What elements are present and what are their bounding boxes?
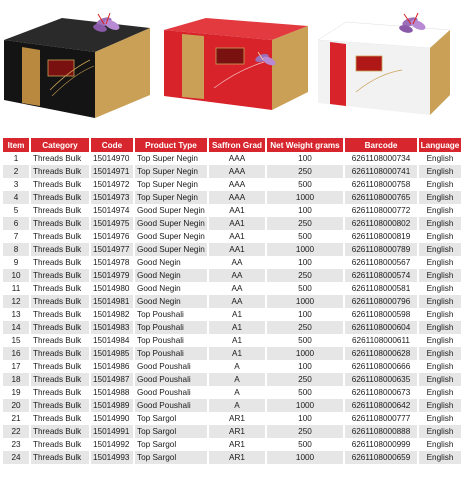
cell-saffron-grade: A — [207, 386, 265, 399]
table-row — [3, 308, 461, 321]
cell-language: English — [417, 230, 461, 243]
cell-saffron-grade: A1 — [207, 347, 265, 360]
cell-product-type: Good Poushali — [133, 386, 207, 399]
cell-code: 15014985 — [89, 347, 133, 360]
cell-item: 14 — [3, 321, 29, 334]
cell-code: 15014978 — [89, 256, 133, 269]
cell-code: 15014981 — [89, 295, 133, 308]
cell-category: Threads Bulk — [29, 282, 89, 295]
cell-item: 6 — [3, 217, 29, 230]
cell-net-weight: 100 — [265, 308, 343, 321]
cell-category: Threads Bulk — [29, 321, 89, 334]
cell-code: 15014976 — [89, 230, 133, 243]
column-header-net-weight: Net Weight grams — [265, 138, 343, 152]
cell-category: Threads Bulk — [29, 243, 89, 256]
cell-product-type: Good Super Negin — [133, 243, 207, 256]
table-row — [3, 438, 461, 451]
cell-net-weight: 500 — [265, 386, 343, 399]
cell-item: 12 — [3, 295, 29, 308]
table-row — [3, 334, 461, 347]
cell-category: Threads Bulk — [29, 334, 89, 347]
column-header-category: Category — [29, 138, 89, 152]
column-header-code: Code — [89, 138, 133, 152]
cell-saffron-grade: A — [207, 360, 265, 373]
cell-product-type: Top Poushali — [133, 334, 207, 347]
cell-product-type: Good Poushali — [133, 373, 207, 386]
column-header-language: Language — [417, 138, 461, 152]
cell-item: 9 — [3, 256, 29, 269]
cell-item: 22 — [3, 425, 29, 438]
table-header-row — [3, 138, 461, 152]
cell-saffron-grade: A1 — [207, 334, 265, 347]
cell-language: English — [417, 204, 461, 217]
table-row — [3, 399, 461, 412]
cell-item: 5 — [3, 204, 29, 217]
table-row — [3, 269, 461, 282]
cell-code: 15014991 — [89, 425, 133, 438]
cell-net-weight: 100 — [265, 360, 343, 373]
cell-code: 15014979 — [89, 269, 133, 282]
cell-net-weight: 100 — [265, 256, 343, 269]
cell-barcode: 6261108000567 — [343, 256, 417, 269]
cell-saffron-grade: A1 — [207, 321, 265, 334]
cell-saffron-grade: A — [207, 373, 265, 386]
column-header-item: Item — [3, 138, 29, 152]
cell-category: Threads Bulk — [29, 204, 89, 217]
cell-item: 1 — [3, 152, 29, 165]
cell-barcode: 6261108000888 — [343, 425, 417, 438]
cell-net-weight: 250 — [265, 373, 343, 386]
cell-net-weight: 250 — [265, 217, 343, 230]
table-row — [3, 178, 461, 191]
cell-barcode: 6261108000642 — [343, 399, 417, 412]
cell-language: English — [417, 217, 461, 230]
cell-product-type: Good Poushali — [133, 360, 207, 373]
cell-net-weight: 250 — [265, 425, 343, 438]
cell-item: 4 — [3, 191, 29, 204]
cell-item: 19 — [3, 386, 29, 399]
cell-language: English — [417, 334, 461, 347]
cell-net-weight: 500 — [265, 334, 343, 347]
cell-item: 15 — [3, 334, 29, 347]
cell-category: Threads Bulk — [29, 269, 89, 282]
table-row — [3, 165, 461, 178]
cell-language: English — [417, 178, 461, 191]
cell-saffron-grade: AA — [207, 256, 265, 269]
cell-net-weight: 500 — [265, 282, 343, 295]
cell-category: Threads Bulk — [29, 191, 89, 204]
cell-language: English — [417, 386, 461, 399]
cell-saffron-grade: A1 — [207, 308, 265, 321]
cell-product-type: Good Negin — [133, 269, 207, 282]
cell-net-weight: 250 — [265, 269, 343, 282]
cell-net-weight: 100 — [265, 412, 343, 425]
cell-saffron-grade: AA — [207, 269, 265, 282]
cell-item: 23 — [3, 438, 29, 451]
cell-code: 15014988 — [89, 386, 133, 399]
table-row — [3, 295, 461, 308]
cell-code: 15014980 — [89, 282, 133, 295]
cell-saffron-grade: AA1 — [207, 243, 265, 256]
cell-code: 15014970 — [89, 152, 133, 165]
cell-item: 10 — [3, 269, 29, 282]
cell-language: English — [417, 399, 461, 412]
cell-net-weight: 500 — [265, 178, 343, 191]
cell-barcode: 6261108000635 — [343, 373, 417, 386]
cell-category: Threads Bulk — [29, 451, 89, 464]
cell-net-weight: 500 — [265, 230, 343, 243]
cell-language: English — [417, 412, 461, 425]
cell-item: 17 — [3, 360, 29, 373]
cell-net-weight: 100 — [265, 152, 343, 165]
cell-language: English — [417, 165, 461, 178]
table-row — [3, 412, 461, 425]
cell-saffron-grade: AR1 — [207, 412, 265, 425]
cell-product-type: Top Sargol — [133, 425, 207, 438]
cell-category: Threads Bulk — [29, 386, 89, 399]
cell-item: 13 — [3, 308, 29, 321]
cell-saffron-grade: AA1 — [207, 204, 265, 217]
cell-item: 11 — [3, 282, 29, 295]
cell-product-type: Top Super Negin — [133, 191, 207, 204]
cell-barcode: 6261108000734 — [343, 152, 417, 165]
cell-category: Threads Bulk — [29, 178, 89, 191]
cell-language: English — [417, 425, 461, 438]
table-row — [3, 451, 461, 464]
cell-category: Threads Bulk — [29, 152, 89, 165]
table-row — [3, 282, 461, 295]
cell-code: 15014986 — [89, 360, 133, 373]
cell-barcode: 6261108000581 — [343, 282, 417, 295]
cell-barcode: 6261108000765 — [343, 191, 417, 204]
product-boxes-illustration — [0, 0, 464, 130]
table-row — [3, 373, 461, 386]
cell-language: English — [417, 191, 461, 204]
cell-net-weight: 1000 — [265, 295, 343, 308]
cell-item: 8 — [3, 243, 29, 256]
cell-category: Threads Bulk — [29, 308, 89, 321]
table-row — [3, 204, 461, 217]
cell-product-type: Top Poushali — [133, 347, 207, 360]
cell-code: 15014993 — [89, 451, 133, 464]
cell-language: English — [417, 269, 461, 282]
cell-barcode: 6261108000999 — [343, 438, 417, 451]
cell-language: English — [417, 295, 461, 308]
cell-product-type: Top Super Negin — [133, 152, 207, 165]
cell-category: Threads Bulk — [29, 438, 89, 451]
cell-language: English — [417, 438, 461, 451]
cell-code: 15014992 — [89, 438, 133, 451]
cell-barcode: 6261108000659 — [343, 451, 417, 464]
cell-net-weight: 1000 — [265, 347, 343, 360]
cell-language: English — [417, 308, 461, 321]
cell-item: 21 — [3, 412, 29, 425]
cell-code: 15014974 — [89, 204, 133, 217]
cell-item: 7 — [3, 230, 29, 243]
cell-product-type: Good Negin — [133, 256, 207, 269]
cell-category: Threads Bulk — [29, 165, 89, 178]
cell-net-weight: 1000 — [265, 243, 343, 256]
cell-code: 15014990 — [89, 412, 133, 425]
cell-saffron-grade: A — [207, 399, 265, 412]
cell-category: Threads Bulk — [29, 295, 89, 308]
cell-product-type: Good Super Negin — [133, 204, 207, 217]
table-row — [3, 360, 461, 373]
cell-barcode: 6261108000628 — [343, 347, 417, 360]
cell-language: English — [417, 152, 461, 165]
column-header-barcode: Barcode — [343, 138, 417, 152]
table-row — [3, 321, 461, 334]
column-header-product-type: Product Type — [133, 138, 207, 152]
table-row — [3, 217, 461, 230]
red-box — [164, 18, 308, 110]
cell-category: Threads Bulk — [29, 217, 89, 230]
cell-code: 15014973 — [89, 191, 133, 204]
cell-category: Threads Bulk — [29, 360, 89, 373]
cell-code: 15014987 — [89, 373, 133, 386]
cell-barcode: 6261108000772 — [343, 204, 417, 217]
cell-barcode: 6261108000758 — [343, 178, 417, 191]
cell-saffron-grade: AAA — [207, 152, 265, 165]
table-row — [3, 243, 461, 256]
cell-code: 15014971 — [89, 165, 133, 178]
cell-item: 2 — [3, 165, 29, 178]
cell-product-type: Top Poushali — [133, 321, 207, 334]
cell-net-weight: 1000 — [265, 399, 343, 412]
cell-net-weight: 1000 — [265, 451, 343, 464]
cell-saffron-grade: AR1 — [207, 438, 265, 451]
cell-code: 15014984 — [89, 334, 133, 347]
cell-barcode: 6261108000741 — [343, 165, 417, 178]
black-box — [4, 13, 150, 118]
cell-language: English — [417, 256, 461, 269]
cell-barcode: 6261108000673 — [343, 386, 417, 399]
cell-code: 15014982 — [89, 308, 133, 321]
cell-product-type: Top Sargol — [133, 451, 207, 464]
cell-saffron-grade: AA1 — [207, 230, 265, 243]
cell-language: English — [417, 282, 461, 295]
cell-barcode: 6261108000611 — [343, 334, 417, 347]
cell-category: Threads Bulk — [29, 373, 89, 386]
table-body — [3, 152, 461, 464]
table-row — [3, 230, 461, 243]
cell-language: English — [417, 321, 461, 334]
cell-net-weight: 1000 — [265, 191, 343, 204]
cell-code: 15014977 — [89, 243, 133, 256]
table-row — [3, 191, 461, 204]
cell-product-type: Top Sargol — [133, 438, 207, 451]
cell-barcode: 6261108000598 — [343, 308, 417, 321]
cell-net-weight: 250 — [265, 321, 343, 334]
table-row — [3, 152, 461, 165]
cell-net-weight: 250 — [265, 165, 343, 178]
cell-code: 15014983 — [89, 321, 133, 334]
cell-category: Threads Bulk — [29, 347, 89, 360]
cell-barcode: 6261108000604 — [343, 321, 417, 334]
cell-barcode: 6261108000574 — [343, 269, 417, 282]
cell-product-type: Top Poushali — [133, 308, 207, 321]
cell-saffron-grade: AR1 — [207, 425, 265, 438]
cell-saffron-grade: AAA — [207, 165, 265, 178]
cell-barcode: 6261108000789 — [343, 243, 417, 256]
cell-item: 18 — [3, 373, 29, 386]
cell-code: 15014972 — [89, 178, 133, 191]
cell-product-type: Good Negin — [133, 282, 207, 295]
cell-product-type: Good Poushali — [133, 399, 207, 412]
cell-saffron-grade: AAA — [207, 191, 265, 204]
cell-saffron-grade: AA — [207, 295, 265, 308]
cell-product-type: Top Super Negin — [133, 165, 207, 178]
cell-barcode: 6261108000796 — [343, 295, 417, 308]
cell-language: English — [417, 451, 461, 464]
cell-language: English — [417, 347, 461, 360]
cell-saffron-grade: AA1 — [207, 217, 265, 230]
cell-category: Threads Bulk — [29, 399, 89, 412]
cell-saffron-grade: AAA — [207, 178, 265, 191]
table-row — [3, 347, 461, 360]
cell-barcode: 6261108000777 — [343, 412, 417, 425]
cell-language: English — [417, 360, 461, 373]
cell-category: Threads Bulk — [29, 425, 89, 438]
cell-category: Threads Bulk — [29, 412, 89, 425]
cell-item: 20 — [3, 399, 29, 412]
white-box — [318, 13, 450, 115]
cell-net-weight: 100 — [265, 204, 343, 217]
cell-language: English — [417, 243, 461, 256]
cell-net-weight: 500 — [265, 438, 343, 451]
cell-code: 15014989 — [89, 399, 133, 412]
table-row — [3, 386, 461, 399]
product-table — [3, 138, 461, 464]
cell-saffron-grade: AR1 — [207, 451, 265, 464]
column-header-saffron-grade: Saffron Grad — [207, 138, 265, 152]
cell-category: Threads Bulk — [29, 256, 89, 269]
cell-barcode: 6261108000802 — [343, 217, 417, 230]
cell-product-type: Good Super Negin — [133, 230, 207, 243]
cell-product-type: Good Negin — [133, 295, 207, 308]
cell-code: 15014975 — [89, 217, 133, 230]
cell-item: 24 — [3, 451, 29, 464]
table-row — [3, 256, 461, 269]
cell-product-type: Top Super Negin — [133, 178, 207, 191]
cell-product-type: Top Sargol — [133, 412, 207, 425]
cell-barcode: 6261108000819 — [343, 230, 417, 243]
cell-language: English — [417, 373, 461, 386]
cell-saffron-grade: AA — [207, 282, 265, 295]
cell-item: 16 — [3, 347, 29, 360]
cell-barcode: 6261108000666 — [343, 360, 417, 373]
cell-category: Threads Bulk — [29, 230, 89, 243]
cell-product-type: Good Super Negin — [133, 217, 207, 230]
cell-item: 3 — [3, 178, 29, 191]
table-row — [3, 425, 461, 438]
